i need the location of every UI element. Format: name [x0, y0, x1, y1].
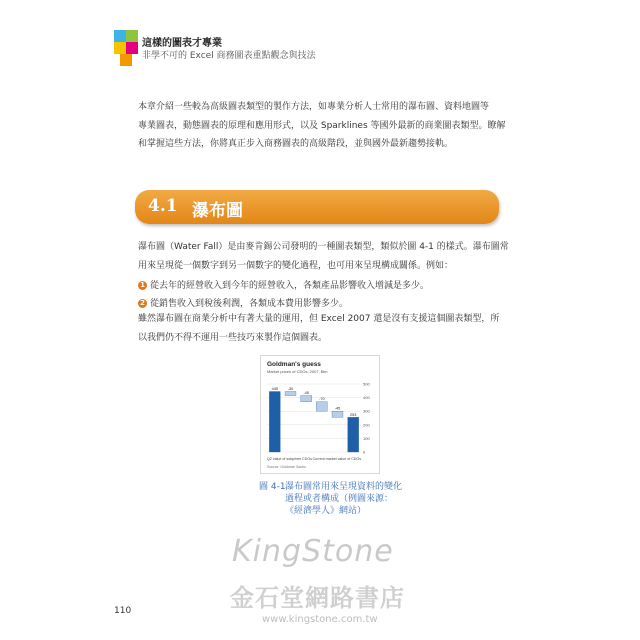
bar-value-label: -30	[287, 386, 294, 391]
chart-source: Source: Goldman Sachs	[267, 465, 306, 469]
waterfall-bar	[301, 396, 312, 402]
waterfall-bar	[332, 411, 343, 417]
book-logo-icon	[114, 28, 140, 68]
caption-line: 過程或者構成（例圖來源：	[285, 494, 394, 504]
watermark-store-name: 金石堂網路書店	[230, 583, 405, 612]
waterfall-chart	[261, 356, 379, 473]
intro-line: 專業圖表，動態圖表的原理和應用形式，以及 Sparklines 等國外最新的商業圖表類型。瞭解	[138, 120, 506, 131]
y-tick-label: 0	[363, 449, 366, 455]
intro-line: 和掌握這些方法，你將真正步入商務圖表的高級階段，並與國外最新趨勢接軌。	[138, 139, 454, 149]
waterfall-bar	[285, 391, 296, 395]
body-line: 用來呈現從一個數字到另一個數字的變化過程，也可用來呈現構成關係。例如：	[138, 260, 454, 271]
book-subtitle: 非學不可的 Excel 商務圖表重點觀念與技法	[142, 51, 316, 61]
x-label-right: Current market value of CDOs	[312, 457, 361, 461]
section-banner	[135, 190, 499, 224]
y-tick-label: 500	[363, 381, 370, 387]
watermark-url: www.kingstone.com.tw	[262, 614, 378, 625]
body-paragraph-1	[138, 238, 510, 275]
watermark-logo-text: KingStone	[232, 534, 394, 569]
list-number-badge: 2	[138, 299, 147, 308]
body-line: 雖然瀑布圖在商業分析中有著大量的運用，但 Excel 2007 還是沒有支援這個圖表類型，所	[138, 314, 500, 324]
page-number: 110	[114, 606, 132, 616]
list-item-text: 從去年的經營收入到今年的經營收入，各類產品影響收入增減是多少。	[150, 281, 430, 291]
bar-value-label: 445	[271, 386, 279, 391]
chart-title: Goldman's guess	[267, 361, 321, 368]
chart-subtitle: Market prices of CDOs, 2007, $bn	[267, 369, 328, 374]
bar-value-label: -70	[319, 397, 325, 402]
bar-value-label: -45	[334, 406, 341, 411]
waterfall-bar	[348, 417, 359, 452]
intro-paragraph	[138, 98, 510, 154]
list-item	[138, 296, 348, 309]
waterfall-figure	[260, 355, 380, 474]
y-tick-label: 400	[363, 395, 370, 401]
waterfall-bar	[269, 391, 280, 452]
body-line: 以我們仍不得不運用一些技巧來製作這個圖表。	[138, 332, 328, 343]
figure-caption	[259, 481, 402, 517]
list-item-text: 從銷售收入到稅後利潤，各類成本費用影響多少。	[150, 299, 349, 309]
caption-label: 圖 4-1	[259, 482, 286, 492]
x-label-left: Q2 value of subprime CDOs	[267, 457, 312, 461]
body-paragraph-2	[138, 310, 510, 347]
intro-line: 本章介紹一些較為高級圖表類型的製作方法，如專業分析人士常用的瀑布圖、資料地圖等	[138, 102, 490, 112]
list-number-badge: 1	[138, 281, 147, 290]
body-line: 瀑布圖（Water Fall）是由麥肯錫公司發明的一種圖表類型，類似於圖 4-1 的樣式。瀑布圖常	[138, 242, 509, 252]
section-number: 4.1	[148, 196, 178, 216]
book-title: 這樣的圖表才專業	[142, 38, 222, 49]
y-tick-label: 200	[363, 422, 370, 428]
list-item	[138, 278, 429, 291]
waterfall-bar	[316, 402, 327, 412]
caption-line: 《經濟學人》網站）	[285, 506, 367, 516]
bar-value-label: -45	[303, 391, 309, 396]
section-title: 瀑布圖	[192, 201, 243, 221]
y-tick-label: 100	[363, 435, 370, 441]
bar-value-label: 253	[349, 412, 357, 417]
caption-line: 瀑布圖常用來呈現資料的變化	[285, 482, 403, 492]
y-tick-label: 300	[363, 408, 370, 414]
